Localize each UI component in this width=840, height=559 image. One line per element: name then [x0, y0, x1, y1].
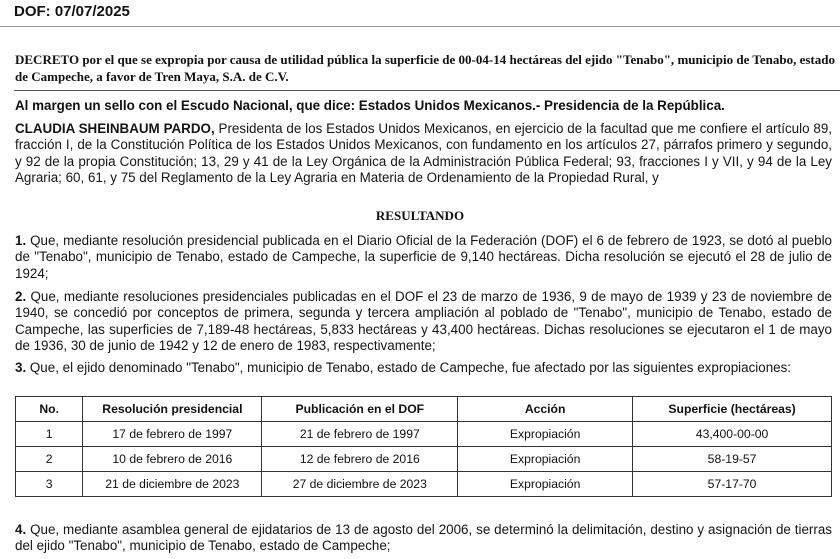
column-header: Publicación en el DOF — [262, 397, 458, 422]
table-row — [16, 472, 832, 497]
preamble-text: Presidenta de los Estados Unidos Mexicanos, en ejercicio de la facultad que me confiere el artículo 89, fracción I, de la Constitución Política de los Estados Unidos Mexicanos, con fundamento en los artículos 27, párrafos primero y segundo, y 92 de la propia Constitución; 13, 29 y 41 de la Ley Orgánica de la Administración Pública Federal; 93, fracciones I y VII, y 94 de la Ley Agraria; 60, 61, y 75 del Reglamento de la Ley Agraria en Materia de Ordenamiento de la Propiedad Rural, y — [15, 121, 832, 186]
decree-title: DECRETO por el que se expropia por causa de utilidad pública la superficie de 00-04-14 hectáreas del ejido "Tenabo", municipio de Tenabo, estado de Campeche, a favor de Tren Maya, S.A. de C.V. — [15, 52, 835, 84]
table-cell: 12 de febrero de 2016 — [262, 447, 458, 472]
resultando-1 — [15, 233, 832, 282]
resultando-4 — [15, 522, 832, 555]
table-cell: Expropiación — [458, 447, 633, 472]
table-cell: 43,400-00-00 — [633, 422, 832, 447]
table-cell: Expropiación — [458, 472, 633, 497]
table-row — [16, 447, 832, 472]
table-cell: 2 — [16, 447, 83, 472]
resultando-text: Que, mediante resolución presidencial publicada en el Diario Oficial de la Federación (DOF) el 6 de febrero de 1923, se dotó al pueblo de "Tenabo", municipio de Tenabo, estado de Campeche, la superficie de 9,140 hectáreas. Dicha resolución se ejecutó el 28 de julio de 1924; — [15, 233, 832, 281]
table-cell: 17 de febrero de 1997 — [83, 422, 262, 447]
seal-note: Al margen un sello con el Escudo Nacional, que dice: Estados Unidos Mexicanos.- Presidencia de la República. — [15, 98, 725, 113]
resultando-2 — [15, 289, 832, 355]
header-divider — [0, 26, 840, 27]
table-header-row — [16, 397, 832, 422]
table-cell: 10 de febrero de 2016 — [83, 447, 262, 472]
section-heading: RESULTANDO — [375, 208, 465, 223]
table-cell: 21 de diciembre de 2023 — [83, 472, 262, 497]
table-cell: Expropiación — [458, 422, 633, 447]
column-header: No. — [16, 397, 83, 422]
title-divider — [14, 90, 840, 91]
resultando-text: Que, mediante resoluciones presidenciales publicadas en el DOF el 23 de marzo de 1936, 9 de mayo de 1939 y 23 de noviembre de 1940, se concedió por conceptos de primera, segunda y tercera ampliación al poblado de "Tenabo", municipio de Tenabo, estado de Campeche, las superficies de 7,189-48 hectáreas, 5,833 hectáreas y 43,400 hectáreas. Dichas resoluciones se ejecutaron el 1 de mayo de 1936, 30 de junio de 1942 y 12 de enero de 1983, respectivamente; — [15, 289, 832, 354]
table-cell: 27 de diciembre de 2023 — [262, 472, 458, 497]
dof-date: DOF: 07/07/2025 — [14, 3, 130, 20]
table-cell: 21 de febrero de 1997 — [262, 422, 458, 447]
resultando-number: 3. — [15, 360, 27, 375]
resultando-text: Que, el ejido denominado "Tenabo", municipio de Tenabo, estado de Campeche, fue afectado por las siguientes expropiaciones: — [26, 360, 792, 375]
resultando-3 — [15, 360, 832, 376]
resultando-text: Que, mediante asamblea general de ejidatarios de 13 de agosto del 2006, se determinó la delimitación, destino y asignación de tierras del ejido "Tenabo", municipio de Tenabo, estado de Campeche; — [15, 522, 832, 554]
resultando-number: 4. — [15, 522, 27, 537]
table-cell: 3 — [16, 472, 83, 497]
column-header: Superficie (hectáreas) — [633, 397, 832, 422]
table-row — [16, 422, 832, 447]
resultando-number: 1. — [15, 233, 27, 248]
expropiations-table — [15, 396, 832, 497]
column-header: Acción — [458, 397, 633, 422]
preamble-paragraph — [15, 121, 832, 187]
resultando-number: 2. — [15, 289, 27, 304]
column-header: Resolución presidencial — [83, 397, 262, 422]
table-cell: 1 — [16, 422, 83, 447]
table-cell: 58-19-57 — [633, 447, 832, 472]
table-cell: 57-17-70 — [633, 472, 832, 497]
president-name: CLAUDIA SHEINBAUM PARDO, — [15, 121, 215, 136]
